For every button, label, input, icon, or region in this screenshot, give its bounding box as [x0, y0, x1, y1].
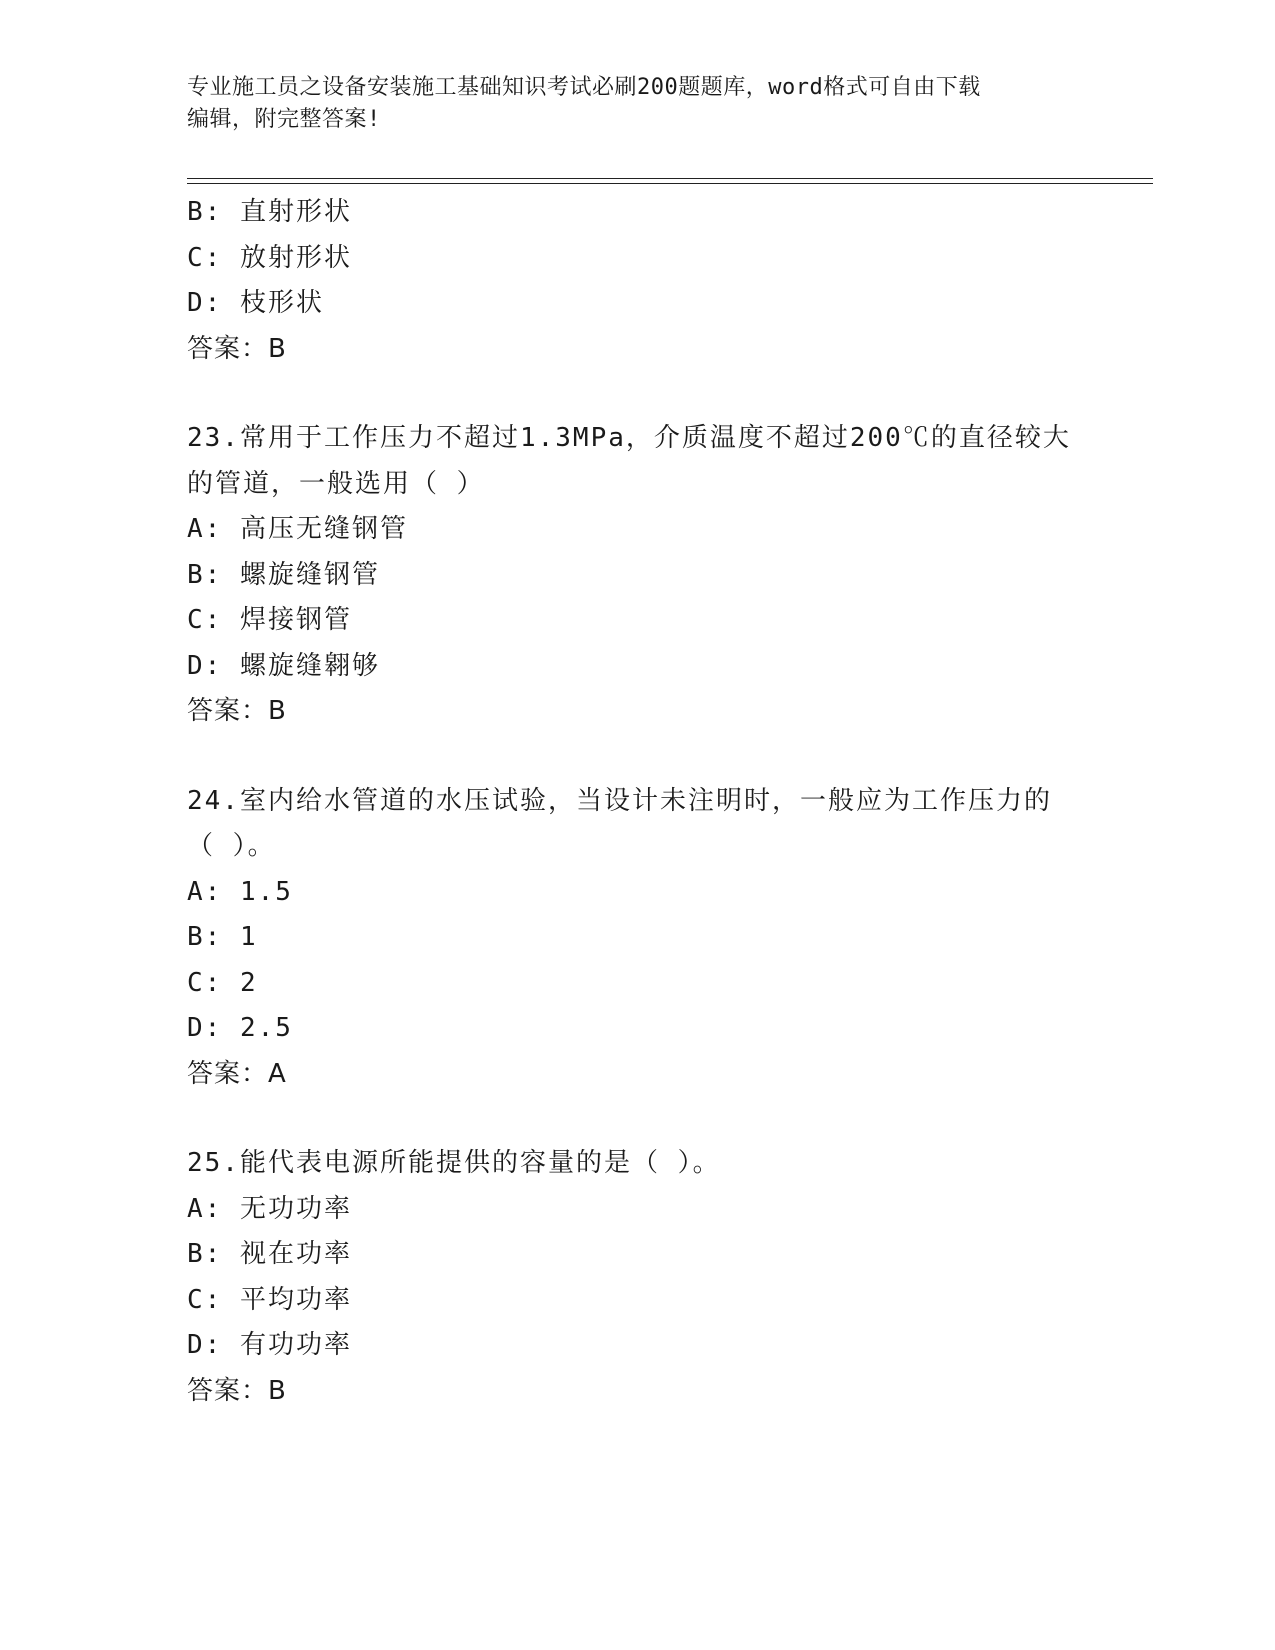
- header-divider-bottom: [187, 183, 1153, 184]
- prev-question-tail: [187, 190, 1087, 372]
- option-a: A: 无功功率: [187, 1193, 352, 1224]
- header-line-2: 编辑，附完整答案!: [187, 107, 381, 132]
- option-a: A: 高压无缝钢管: [187, 514, 408, 544]
- option-c: C: 2: [187, 967, 258, 998]
- answer-line: 答案：A: [187, 1058, 287, 1089]
- option-d: D: 有功功率: [187, 1330, 352, 1360]
- answer-line: 答案：B: [187, 696, 287, 726]
- question-stem-line: 24.室内给水管道的水压试验，当设计未注明时，一般应为工作压力的: [187, 785, 1052, 816]
- answer-line: 答案：B: [187, 1375, 287, 1406]
- option-b: B: 视在功率: [187, 1239, 352, 1269]
- option-b: B: 直射形状: [187, 197, 352, 227]
- question-stem-line: （ ）。: [187, 831, 276, 861]
- document-header: [187, 72, 1067, 136]
- option-c: C: 焊接钢管: [187, 605, 352, 635]
- question-24: [187, 779, 1087, 1098]
- header-line-1: 专业施工员之设备安装施工基础知识考试必刷200题题库，word格式可自由下载: [187, 75, 981, 100]
- header-divider-top: [187, 178, 1153, 179]
- option-c: C: 平均功率: [187, 1284, 352, 1315]
- question-stem-line: 23.常用于工作压力不超过1.3MPa，介质温度不超过200℃的直径较大: [187, 423, 1071, 453]
- option-b: B: 螺旋缝钢管: [187, 559, 380, 590]
- option-d: D: 2.5: [187, 1013, 293, 1043]
- question-stem-line: 的管道，一般选用（ ）: [187, 468, 485, 499]
- spacer: [187, 1097, 1087, 1141]
- question-23: [187, 416, 1087, 735]
- spacer: [187, 735, 1087, 779]
- option-a: A: 1.5: [187, 876, 293, 907]
- question-stem-line: 25.能代表电源所能提供的容量的是（ ）。: [187, 1148, 721, 1178]
- option-d: D: 枝形状: [187, 288, 324, 318]
- option-d: D: 螺旋缝翱够: [187, 650, 380, 681]
- option-b: B: 1: [187, 922, 258, 952]
- answer-line: 答案：B: [187, 333, 287, 364]
- option-c: C: 放射形状: [187, 242, 352, 273]
- question-25: [187, 1141, 1087, 1414]
- question-list: [187, 190, 1087, 1414]
- spacer: [187, 372, 1087, 416]
